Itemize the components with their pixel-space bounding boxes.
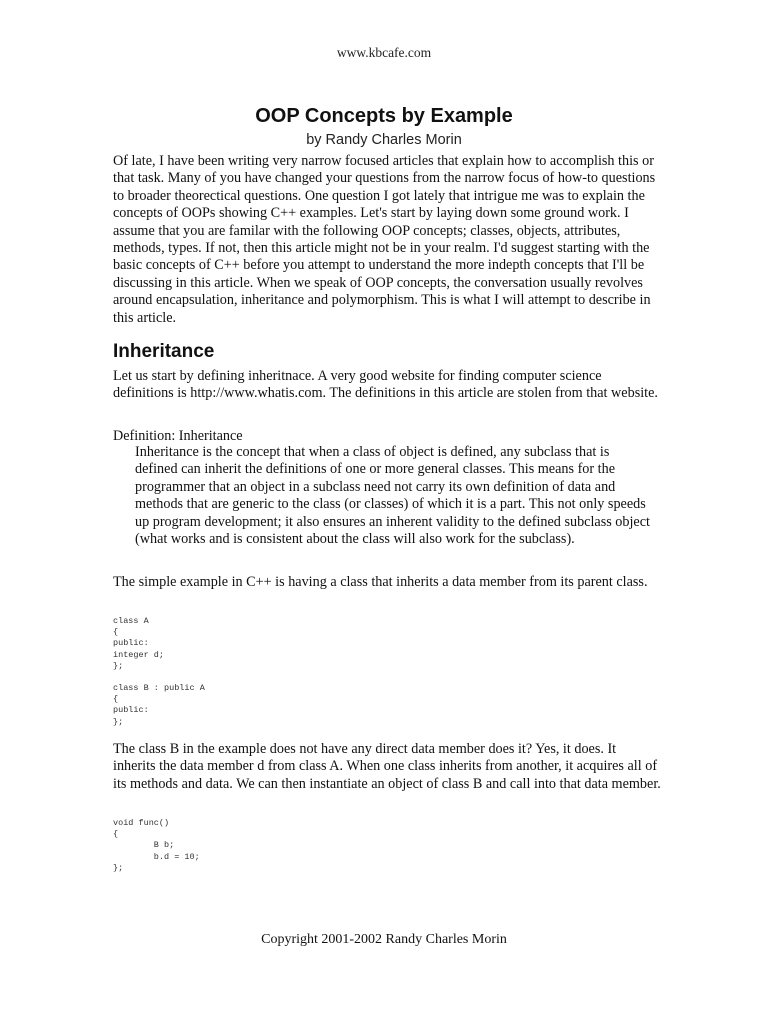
article-byline: by Randy Charles Morin	[306, 132, 462, 148]
intro-paragraph: Of late, I have been writing very narrow focused articles that explain how to accomplish this or that task. Many of you have changed your questions from the narrow focus of how-to questions to broader theorectical questions. One question I got lately that intrigue me was to explain the concepts of OOPs showing C++ examples. Let's start by laying down some ground work. I assume that you are familar with the following OOP concepts; classes, objects, attributes, methods, types. If not, then this article might not be in your realm. I'd suggest starting with the basic concepts of C++ before you attempt to understand the more indepth concepts that I'll be discussing in this article. When we speak of OOP concepts, the conversation usually revolves around encapsulation, inheritance and polymorphism. This is what I will attempt to describe in this article.	[113, 153, 656, 326]
inheritance-paragraph-2: The simple example in C++ is having a class that inherits a data member from its parent class.	[113, 574, 648, 590]
code-block-func: void func() { B b; b.d = 10; };	[113, 818, 200, 873]
section-heading-inheritance: Inheritance	[113, 341, 215, 362]
code-block-class-b: class B : public A { public: };	[113, 683, 205, 727]
footer-copyright: Copyright 2001-2002 Randy Charles Morin	[261, 932, 507, 947]
header-url: www.kbcafe.com	[336, 45, 432, 60]
inheritance-paragraph-3: The class B in the example does not have any direct data member does it? Yes, it does. It inherits the data member d from class A. When one class inherits from another, it acquires all of its methods and data. We can then instantiate an object of class B and call into that data member.	[113, 741, 661, 792]
article-title: OOP Concepts by Example	[255, 105, 513, 127]
code-block-class-a: class A { public: integer d; };	[113, 616, 165, 671]
definition-label: Definition: Inheritance	[113, 428, 243, 444]
inheritance-paragraph-1: Let us start by defining inheritnace. A very good website for finding computer science definitions is http://www.whatis.com. The definitions in this article are stolen from that website.	[113, 368, 658, 402]
definition-text: Inheritance is the concept that when a class of object is defined, any subclass that is defined can inherit the definitions of one or more general classes. This means for the programmer that an object in a subclass need not carry its own definition of data and methods that are generic to the class (or classes) of which it is a part. This not only speeds up program development; it also ensures an inherent validity to the defined subclass object (what works and is consistent about the class will also work for the subclass).	[135, 444, 650, 548]
